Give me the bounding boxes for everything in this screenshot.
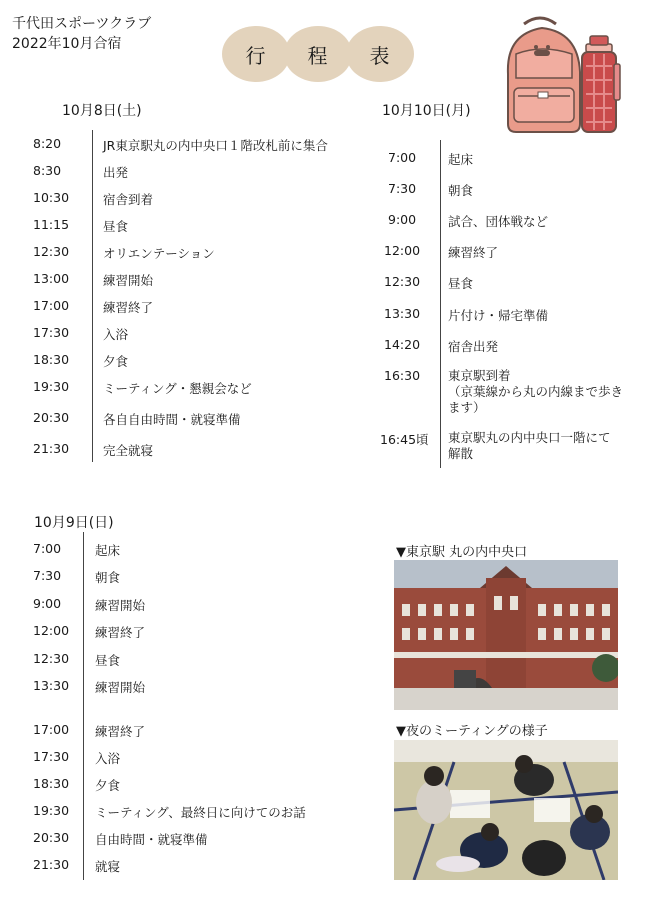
backpack-icon — [508, 18, 580, 132]
day1-divider — [92, 130, 93, 462]
day2-divider — [83, 532, 84, 880]
day1-heading: 10月8日(土) — [62, 103, 142, 119]
club-header — [12, 14, 151, 54]
backpack-illustration — [494, 14, 634, 136]
meeting-photo-caption: ▼夜のミーティングの様子 — [396, 724, 548, 739]
meeting-photo — [394, 740, 618, 880]
camp-title: 2022年10月合宿 — [12, 36, 122, 52]
water-bottle-icon — [582, 36, 620, 132]
station-photo-caption: ▼東京駅 丸の内中央口 — [396, 545, 528, 560]
tokyo-station-photo — [394, 560, 618, 710]
schedule-title — [222, 26, 408, 82]
club-name: 千代田スポーツクラブ — [12, 16, 152, 32]
title-char-1: 行 — [222, 26, 290, 82]
title-char-3: 表 — [346, 26, 414, 82]
title-char-2: 程 — [284, 26, 352, 82]
day3-divider — [440, 140, 441, 468]
day2-heading: 10月9日(日) — [34, 515, 114, 531]
day3-heading: 10月10日(月) — [382, 103, 471, 119]
